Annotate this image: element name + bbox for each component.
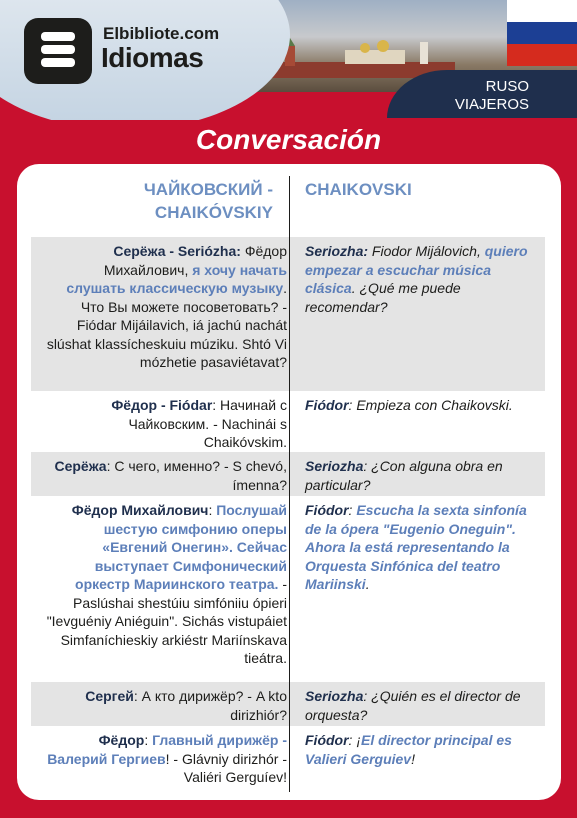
dialogue-text: : ¡ (348, 732, 361, 748)
column-divider (289, 176, 290, 792)
dialogue-text: ! - Glávniy dirizhór - Valiéri Gerguíev! (165, 750, 287, 785)
speaker-name: Серёжа (54, 458, 107, 474)
speaker-name: Серёжа - Seriózha: (113, 243, 241, 259)
brand-line2: Idiomas (101, 42, 204, 73)
russian-text (45, 496, 287, 668)
speaker-name: Fiódor (305, 502, 349, 518)
spanish-text (305, 682, 539, 724)
dialogue-row (31, 237, 545, 391)
dialogue-text: : (144, 732, 153, 748)
dialogue-text: : (348, 502, 357, 518)
russian-text (45, 726, 287, 787)
dialogue-text: . (365, 576, 370, 592)
highlighted-phrase: Послушай шестую симфонию оперы «Евгений Онегин». Сейчас выступает Симфонический оркестр Мариинского театра. (75, 502, 287, 592)
dialogue-text: . Что Вы можете посоветовать? - Fiódar Mijáilavich, iá jachú nachát slúshat klassícheskuiu múziku. Shtó Vi mózhetie pasaviétavat? (46, 280, 287, 370)
column-header-russian (33, 178, 273, 224)
dialogue-text: . ¿Qué me puede recomendar? (305, 280, 461, 315)
russia-flag-icon (507, 0, 577, 66)
speaker-name: Fiódor (305, 397, 349, 413)
dialogue-text: : ¿Quién es el director de orquesta? (305, 688, 521, 723)
dialogue-text: : Начинай с Чайковским. - Nachinái s Chaikóvskim. (128, 397, 287, 450)
russian-text (45, 391, 287, 452)
conversation-card (17, 164, 561, 800)
dialogue-text: : ¿Con alguna obra en particular? (305, 458, 503, 493)
page-title: Conversación (195, 124, 382, 155)
dialogue-row (31, 726, 545, 792)
column-header-russian-line1: ЧАЙКОВСКИЙ - (143, 180, 273, 199)
course-level: VIAJEROS (454, 96, 529, 113)
spanish-text (305, 237, 539, 316)
spanish-text (305, 391, 539, 415)
dialogue-text: - Paslúshai shestúiu simfóniiu ópieri "Ievguéniy Aniéguin". Sichás vistupáiet Simfaníchieskiy arkiéstr Mariínskava tieátra. (46, 576, 287, 666)
speaker-name: Фёдор (98, 732, 145, 748)
speaker-name: Фёдор Михайлович (71, 502, 209, 518)
speaker-name: Seriozha (305, 688, 364, 704)
dialogue-text: Фёдор Михайлович, (103, 243, 287, 278)
dialogue-text: : Empieza con Chaikovski. (348, 397, 513, 413)
course-language: RUSO (485, 78, 529, 95)
dialogue-row (31, 682, 545, 726)
header (0, 0, 577, 120)
speaker-name: Фёдор - Fiódar (111, 397, 213, 413)
spanish-text (305, 726, 539, 768)
dialogue-row (31, 496, 545, 682)
highlighted-phrase: Escucha la sexta sinfonía de la ópera "Eugenio Oneguin". Ahora la está representando la Orquesta Sinfónica del teatro Mariinski (305, 502, 527, 592)
russian-text (45, 682, 287, 724)
speaker-name: Fiódor (305, 732, 349, 748)
spanish-text (305, 496, 539, 594)
column-header-russian-line2: CHAIKÓVSKIY (154, 203, 273, 222)
highlighted-phrase: quiero empezar a escuchar música clásica (305, 243, 528, 296)
dialogue-row (31, 391, 545, 451)
dialogue-text: Fiodor Mijálovich, (368, 243, 485, 259)
dialogue-text: : (208, 502, 217, 518)
speaker-name: Seriozha (305, 458, 364, 474)
russian-text (45, 452, 287, 494)
brand-line1: Elbibliote.com (103, 24, 220, 43)
logo-icon (24, 18, 92, 84)
spanish-text (305, 452, 539, 494)
dialogue-text: : С чего, именно? - S chevó, ímenna? (106, 458, 287, 493)
russian-text (45, 237, 287, 372)
speaker-name: Сергей (85, 688, 134, 704)
dialogue-row (31, 452, 545, 496)
column-header-spanish: CHAIKOVSKI (305, 180, 412, 199)
highlighted-phrase: Главный дирижёр - Валерий Гергиев (47, 732, 287, 767)
speaker-name: Seriozha: (305, 243, 369, 259)
highlighted-phrase: El director principal es Valieri Gerguiev (305, 732, 512, 767)
highlighted-phrase: я хочу начать слушать классическую музыку (66, 261, 287, 296)
dialogue-text: ! (411, 750, 415, 767)
dialogue-text: : А кто дирижёр? - A kto dirizhiór? (133, 688, 287, 723)
